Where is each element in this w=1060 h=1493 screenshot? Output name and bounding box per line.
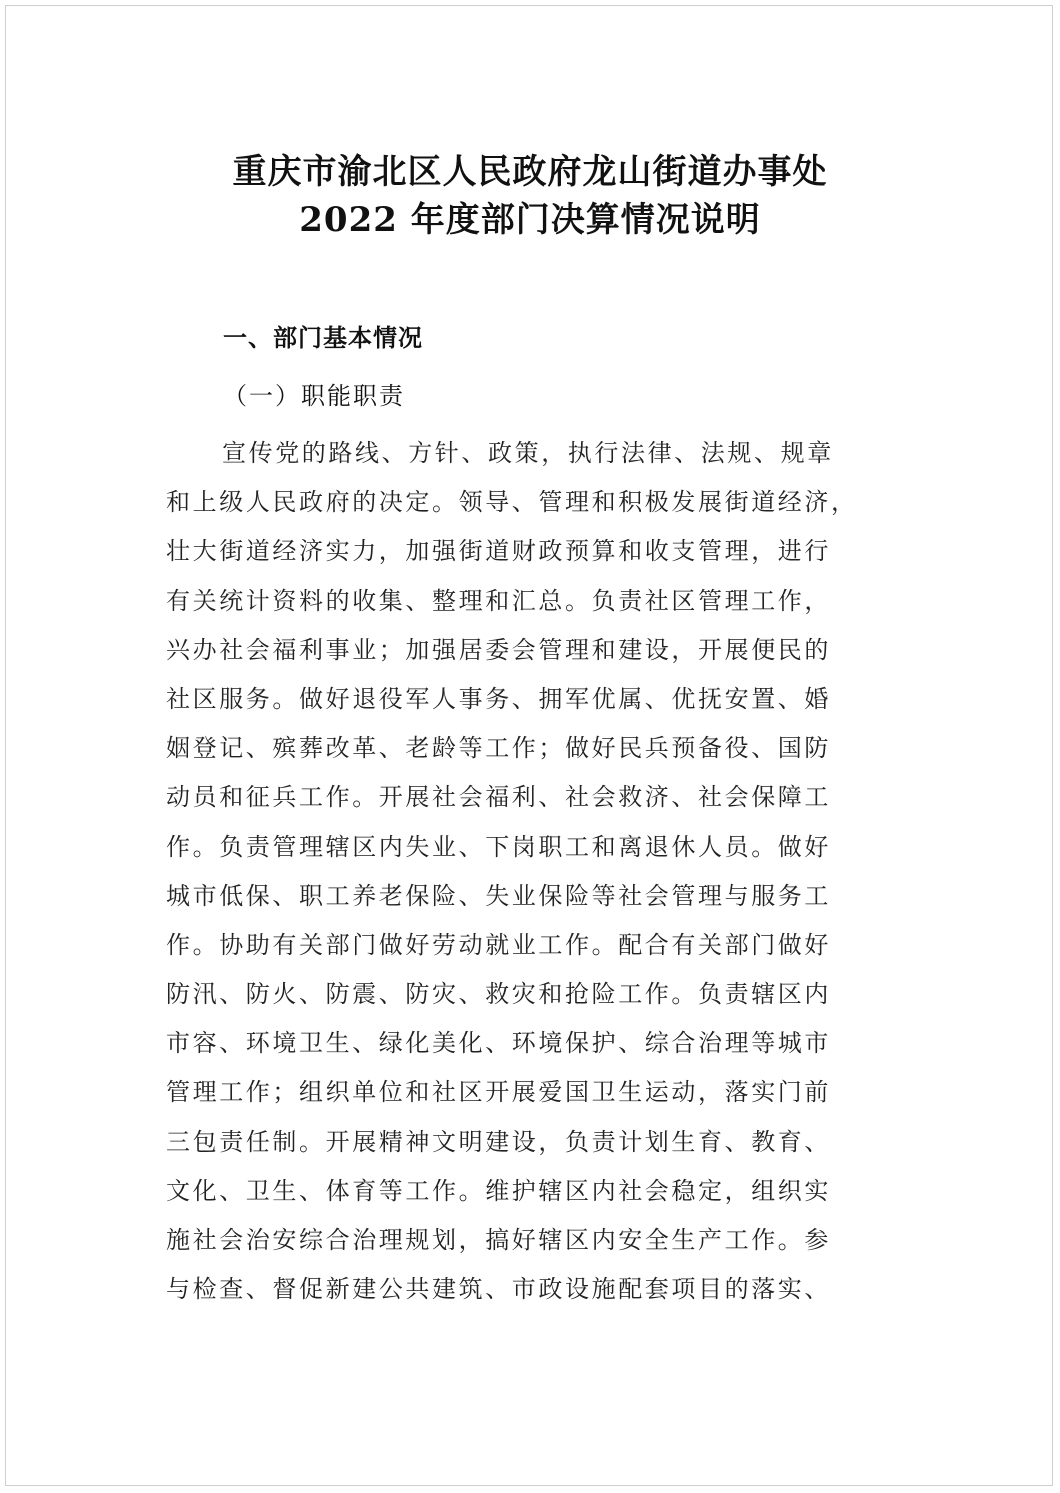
paragraph-line: 管理工作；组织单位和社区开展爱国卫生运动，落实门前 — [166, 1078, 831, 1107]
paragraph-line: 作。协助有关部门做好劳动就业工作。配合有关部门做好 — [166, 930, 831, 959]
paragraph-line: 兴办社会福利事业；加强居委会管理和建设，开展便民的 — [166, 635, 831, 664]
document-title-line-2: 2022 年度部门决算情况说明 — [299, 200, 761, 240]
paragraph-line: 姻登记、殡葬改革、老龄等工作；做好民兵预备役、国防 — [166, 734, 831, 763]
paragraph-line: 三包责任制。开展精神文明建设，负责计划生育、教育、 — [166, 1127, 831, 1156]
subsection-heading-functions: （一）职能职责 — [223, 382, 405, 410]
paragraph-line: 施社会治安综合治理规划，搞好辖区内安全生产工作。参 — [166, 1226, 831, 1254]
paragraph-line: 市容、环境卫生、绿化美化、环境保护、综合治理等城市 — [166, 1029, 831, 1058]
paragraph-line: 动员和征兵工作。开展社会福利、社会救济、社会保障工 — [166, 783, 831, 812]
paragraph-line: 文化、卫生、体育等工作。维护辖区内社会稳定，组织实 — [166, 1176, 831, 1205]
paragraph-line: 有关统计资料的收集、整理和汇总。负责社区管理工作， — [166, 586, 831, 615]
section-heading-basic-info: 一、部门基本情况 — [223, 324, 423, 352]
document-page — [5, 5, 1053, 1486]
paragraph-line: 社区服务。做好退役军人事务、拥军优属、优抚安置、婚 — [166, 684, 831, 713]
paragraph-line: 壮大街道经济实力，加强街道财政预算和收支管理，进行 — [166, 537, 831, 566]
paragraph-line: 作。负责管理辖区内失业、下岗职工和离退休人员。做好 — [166, 832, 831, 861]
paragraph-functions — [166, 429, 926, 1314]
paragraph-line: 和上级人民政府的决定。领导、管理和积极发展街道经济， — [166, 488, 858, 517]
paragraph-line: 城市低保、职工养老保险、失业保险等社会管理与服务工 — [166, 881, 831, 910]
paragraph-line: 宣传党的路线、方针、政策，执行法律、法规、规章 — [222, 439, 834, 467]
paragraph-line: 与检查、督促新建公共建筑、市政设施配套项目的落实、 — [166, 1275, 831, 1304]
document-title-line-1: 重庆市渝北区人民政府龙山街道办事处 — [232, 152, 828, 192]
paragraph-line: 防汛、防火、防震、防灾、救灾和抢险工作。负责辖区内 — [166, 980, 831, 1009]
